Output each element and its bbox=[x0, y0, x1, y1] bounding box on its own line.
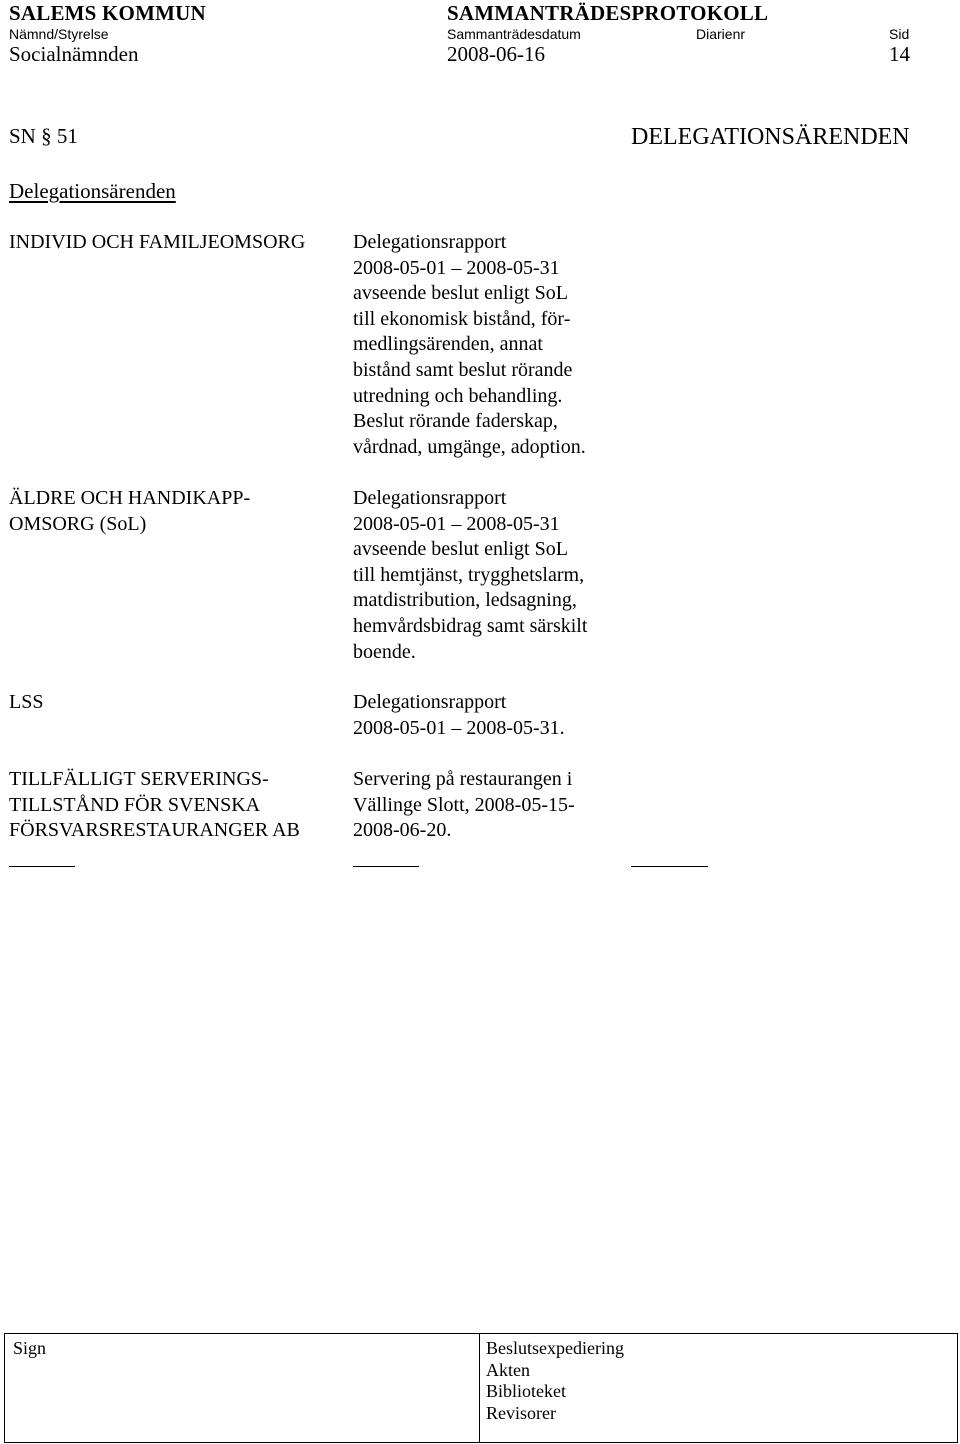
item-description-line: vårdnad, umgänge, adoption. bbox=[353, 435, 586, 458]
board-label: Nämnd/Styrelse bbox=[9, 26, 109, 42]
item-description bbox=[353, 230, 586, 460]
item-description bbox=[353, 486, 587, 665]
document-type: SAMMANTRÄDESPROTOKOLL bbox=[447, 1, 769, 25]
page-label: Sid bbox=[889, 26, 910, 42]
item-description-line: till ekonomisk bistånd, för- bbox=[353, 307, 571, 330]
item-description-line: hemvårdsbidrag samt särskilt bbox=[353, 614, 588, 637]
item-description-line: medlingsärenden, annat bbox=[353, 333, 543, 356]
page-number: 14 bbox=[889, 42, 910, 66]
item-description-line: Delegationsrapport bbox=[353, 231, 507, 253]
item-category-line: TILLSTÅND FÖR SVENSKA bbox=[9, 793, 261, 816]
item-category-line: LSS bbox=[9, 691, 44, 713]
closing-rule bbox=[631, 866, 708, 867]
item-category bbox=[9, 690, 43, 716]
item-category bbox=[9, 230, 305, 256]
item-category bbox=[9, 486, 250, 537]
distribution-item: Biblioteket bbox=[486, 1381, 566, 1402]
item-category-line: INDIVID OCH FAMILJEOMSORG bbox=[9, 231, 306, 253]
item-description-line: 2008-05-01 – 2008-05-31 bbox=[353, 512, 560, 535]
organization-name: SALEMS KOMMUN bbox=[9, 1, 206, 25]
item-category-line: TILLFÄLLIGT SERVERINGS- bbox=[9, 768, 269, 790]
item-description-line: Servering på restaurangen i bbox=[353, 768, 573, 790]
item-description-line: matdistribution, ledsagning, bbox=[353, 589, 577, 612]
board-value: Socialnämnden bbox=[9, 42, 139, 66]
item-description-line: Vällinge Slott, 2008-05-15- bbox=[353, 793, 575, 816]
item-description-line: utredning och behandling. bbox=[353, 384, 563, 407]
item-description-line: bistånd samt beslut rörande bbox=[353, 358, 573, 381]
distribution-item: Beslutsexpediering bbox=[486, 1338, 624, 1358]
item-description-line: till hemtjänst, trygghetslarm, bbox=[353, 563, 585, 586]
item-category-line: FÖRSVARSRESTAURANGER AB bbox=[9, 819, 300, 842]
item-description bbox=[353, 690, 565, 741]
item-description bbox=[353, 767, 575, 844]
item-description-line: 2008-05-01 – 2008-05-31 bbox=[353, 256, 560, 279]
footer-divider bbox=[479, 1334, 480, 1442]
item-description-line: 2008-06-20. bbox=[353, 819, 452, 842]
item-category-line: OMSORG (SoL) bbox=[9, 512, 147, 535]
item-description-line: Delegationsrapport bbox=[353, 691, 507, 713]
sign-label: Sign bbox=[13, 1338, 47, 1358]
subject-heading: Delegationsärenden bbox=[9, 179, 176, 203]
meeting-date-label: Sammanträdesdatum bbox=[447, 26, 581, 42]
item-category bbox=[9, 767, 300, 844]
meeting-date-value: 2008-06-16 bbox=[447, 42, 545, 66]
section-title: DELEGATIONSÄRENDEN bbox=[631, 124, 910, 150]
reg-number-label: Diarienr bbox=[696, 26, 746, 42]
distribution-item: Akten bbox=[486, 1359, 530, 1380]
paragraph-number: SN § 51 bbox=[9, 124, 78, 148]
item-category-line: ÄLDRE OCH HANDIKAPP- bbox=[9, 487, 251, 509]
distribution-list bbox=[486, 1338, 624, 1424]
item-description-line: boende. bbox=[353, 640, 416, 663]
item-description-line: avseende beslut enligt SoL bbox=[353, 538, 568, 561]
item-description-line: Beslut rörande faderskap, bbox=[353, 410, 558, 433]
signature-footer bbox=[4, 1333, 958, 1443]
closing-rule bbox=[9, 866, 75, 867]
distribution-item: Revisorer bbox=[486, 1402, 556, 1423]
item-description-line: avseende beslut enligt SoL bbox=[353, 282, 568, 305]
item-description-line: 2008-05-01 – 2008-05-31. bbox=[353, 716, 565, 739]
item-description-line: Delegationsrapport bbox=[353, 487, 507, 509]
closing-rule bbox=[353, 866, 419, 867]
